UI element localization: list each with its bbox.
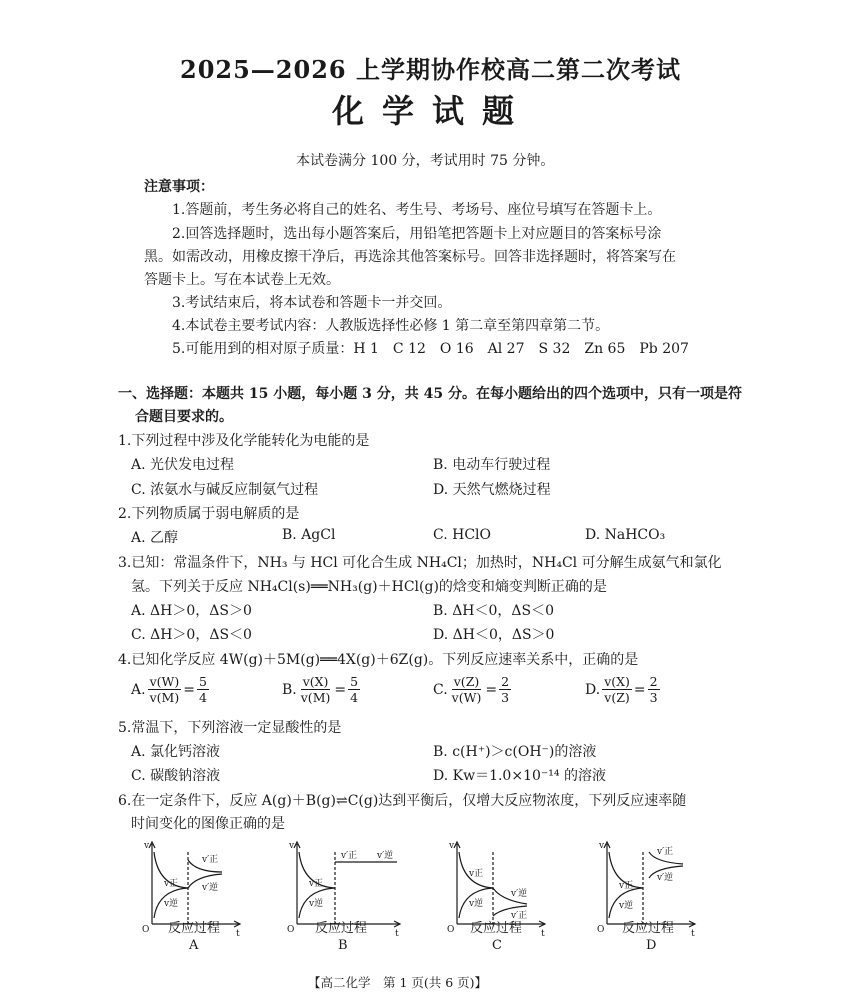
option-d: D. NaHCO₃ [585, 527, 666, 543]
option-a: A. 氯化钙溶液 [131, 744, 221, 760]
option-b [282, 674, 360, 705]
page-footer: 【高二化学 第 1 页(共 6 页)】 [308, 975, 488, 990]
subject-title: 化学试题 [332, 92, 533, 130]
fraction: $\frac{5}{4}$ [350, 674, 359, 705]
question-stem: 3.已知：常温条件下，NH₃ 与 HCl 可化合生成 NH₄Cl；加热时，NH₄Cl 可分解生成氨气和氯化 [118, 555, 722, 571]
origin-label: O [597, 925, 605, 935]
question-stem: 2.下列物质属于弱电解质的是 [118, 506, 300, 522]
origin-label: O [142, 925, 150, 935]
curve-label: v逆 [309, 899, 324, 909]
graph-letter: C [492, 938, 502, 953]
notice-item: 5.可能用到的相对原子质量：H 1 C 12 O 16 Al 27 S 32 Zn 65 Pb 207 [172, 341, 689, 357]
curve-label: v′正 [202, 855, 219, 865]
curve-label: v′逆 [511, 889, 528, 899]
fraction: $\frac{5}{4}$ [198, 674, 207, 705]
graph-xlabel: 反应过程 [622, 921, 675, 936]
curve-label: v′正 [341, 851, 358, 861]
option-label: C. [433, 681, 448, 698]
question-stem: 1.下列过程中涉及化学能转化为电能的是 [118, 433, 370, 449]
option-c: C. HClO [433, 527, 491, 543]
option-d [585, 674, 660, 705]
option-c: C. 碳酸钠溶液 [131, 768, 221, 784]
question-stem: 6.在一定条件下，反应 A(g)＋B(g)⇌C(g)达到平衡后，仅增大反应物浓度，下列反应速率随 [118, 793, 687, 809]
option-b: B. ΔH＜0，ΔS＜0 [433, 603, 555, 619]
curve-label: v逆 [619, 901, 634, 911]
graph-xlabel: 反应过程 [315, 921, 368, 936]
option-a: A. 光伏发电过程 [131, 457, 235, 473]
x-label: t [236, 929, 240, 938]
option-a: A. 乙醇 [131, 530, 179, 546]
fraction: $\frac{v(Z)}{v(W)}$ [451, 674, 482, 705]
equals-sign: = [633, 681, 646, 698]
curve-label: v′正 [511, 911, 528, 921]
x-label: t [691, 929, 695, 938]
curve-label: v正 [309, 879, 324, 889]
graph-xlabel: 反应过程 [470, 921, 523, 936]
graph-xlabel: 反应过程 [168, 921, 221, 936]
origin-label: O [287, 925, 295, 935]
question-stem: 5.常温下，下列溶液一定显酸性的是 [118, 720, 342, 736]
curve-label: v正 [164, 879, 179, 889]
x-label: t [395, 929, 399, 938]
y-label: v [599, 841, 605, 851]
curve-label: v′逆 [657, 873, 674, 883]
notice-item: 2.回答选择题时，选出每小题答案后，用铅笔把答题卡上对应题目的答案标号涂 [172, 226, 662, 242]
notice-item: 4.本试卷主要考试内容：人教版选择性必修 1 第二章至第四章第二节。 [172, 318, 610, 334]
notice-item: 3.考试结束后，将本试卷和答题卡一并交回。 [172, 295, 452, 311]
notice-item: 1.答题前，考生务必将自己的姓名、考生号、考场号、座位号填写在答题卡上。 [172, 202, 662, 218]
curve-label: v逆 [469, 899, 484, 909]
curve-label: v正 [469, 869, 484, 879]
y-label: v [449, 841, 455, 851]
graph-letter: D [646, 938, 657, 953]
option-b: B. 电动车行驶过程 [433, 457, 551, 473]
y-label: v [289, 841, 295, 851]
equals-sign: = [183, 681, 195, 698]
x-label: t [541, 929, 545, 938]
exam-title: 2025—2026 上学期协作校高二第二次考试 [180, 55, 681, 84]
option-label: A. [131, 681, 146, 698]
origin-label: O [447, 925, 455, 935]
option-d: D. 天然气燃烧过程 [433, 482, 551, 498]
exam-info: 本试卷满分 100 分，考试用时 75 分钟。 [296, 153, 555, 169]
curve-label: v逆 [164, 899, 179, 909]
curve-label: v正 [619, 881, 634, 891]
fraction: $\frac{2}{3}$ [501, 674, 510, 705]
curve-label: v′逆 [377, 851, 394, 861]
option-c [433, 674, 511, 705]
notice-item: 黑。如需改动，用橡皮擦干净后，再选涂其他答案标号。回答非选择题时，将答案写在 [144, 249, 676, 265]
option-a: A. ΔH＞0，ΔS＞0 [131, 603, 252, 619]
option-label: D. [585, 681, 601, 698]
curve-label: v′逆 [202, 883, 219, 893]
option-b: B. AgCl [282, 527, 336, 543]
question-stem-cont: 时间变化的图像正确的是 [131, 816, 285, 832]
equals-sign: = [334, 681, 347, 698]
fraction: $\frac{2}{3}$ [649, 674, 658, 705]
section-heading: 一、选择题：本题共 15 小题，每小题 3 分，共 45 分。在每小题给出的四个选项中，只有一项是符 [118, 386, 742, 402]
equals-sign: = [485, 681, 498, 698]
notice-heading: 注意事项： [144, 179, 214, 195]
option-c: C. ΔH＞0，ΔS＜0 [131, 627, 252, 643]
fraction: $\frac{v(X)}{v(M)}$ [300, 674, 331, 705]
option-d: D. ΔH＜0，ΔS＞0 [433, 627, 555, 643]
option-c: C. 浓氨水与碱反应制氨气过程 [131, 482, 319, 498]
graph-letter: A [189, 938, 199, 953]
y-label: v [144, 841, 150, 851]
notice-item: 答题卡上。写在本试卷上无效。 [144, 272, 340, 288]
option-label: B. [282, 681, 297, 698]
section-heading-cont: 合题目要求的。 [135, 409, 233, 425]
question-stem-cont: 氢。下列关于反应 NH₄Cl(s)══NH₃(g)＋HCl(g)的焓变和熵变判断正确的是 [131, 579, 607, 595]
curve-label: v′正 [657, 847, 674, 857]
option-b: B. c(H⁺)＞c(OH⁻)的溶液 [433, 744, 597, 760]
option-a [131, 674, 209, 705]
fraction: $\frac{v(W)}{v(M)}$ [149, 674, 180, 705]
fraction: $\frac{v(X)}{v(Z)}$ [604, 674, 630, 705]
question-stem: 4.已知化学反应 4W(g)＋5M(g)══4X(g)＋6Z(g)。下列反应速率关系中，正确的是 [118, 652, 639, 668]
option-d: D. Kw＝1.0×10⁻¹⁴ 的溶液 [433, 768, 606, 784]
graph-letter: B [338, 938, 348, 953]
